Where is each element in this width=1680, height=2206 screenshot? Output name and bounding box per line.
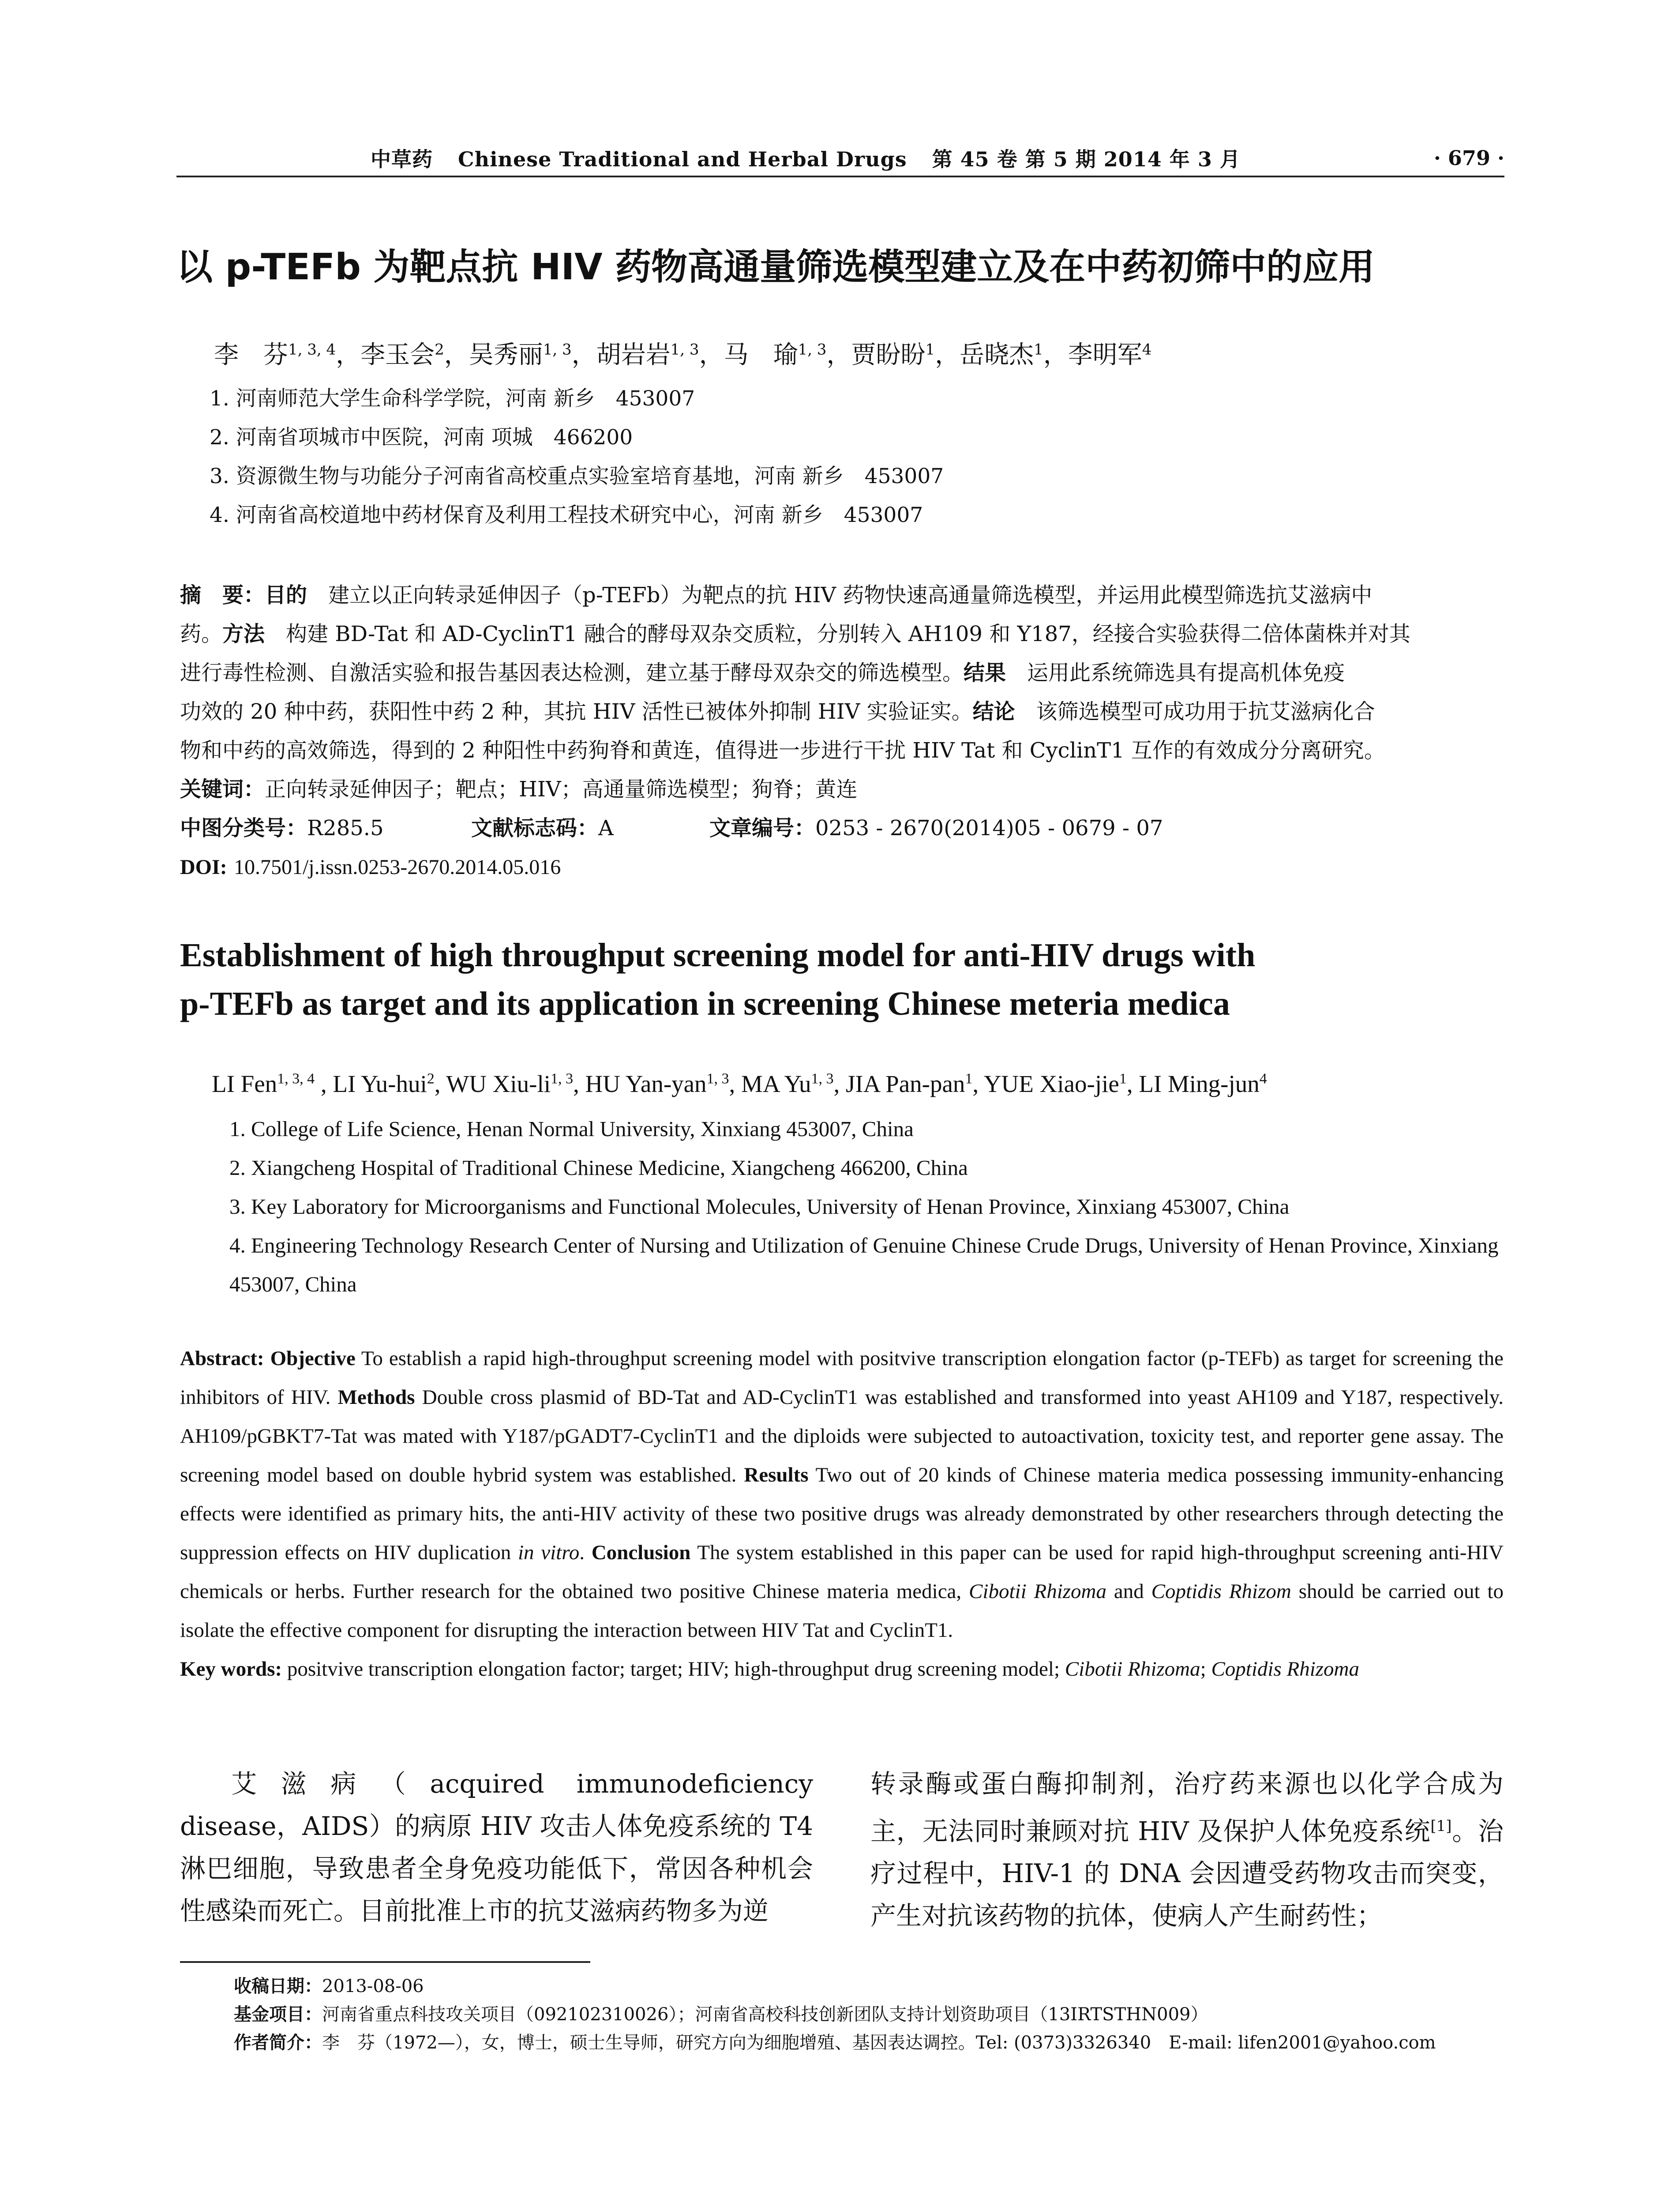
issue-info: 第 45 卷 第 5 期 2014 年 3 月 bbox=[932, 147, 1241, 171]
text-run: ; bbox=[1200, 1658, 1211, 1681]
journal-info bbox=[176, 143, 1241, 173]
title-cn: 以 p-TEFb 为靶点抗 HIV 药物高通量筛选模型建立及在中药初筛中的应用 bbox=[176, 246, 1375, 288]
text-run: Two out of 20 kinds of Chinese materia medica possessing immunity-enhancing effects were identified as primary hits, the anti-HIV activity of these two positive drugs was already demonstrated by other researchers through detecting the suppression effects on HIV duplication bbox=[180, 1463, 1504, 1564]
keywords-en bbox=[180, 1650, 1504, 1688]
author-affiliation-mark: 4 bbox=[1259, 1070, 1267, 1087]
author-name: HU Yan-yan bbox=[585, 1070, 707, 1097]
text-run: 建立以正向转录延伸因子（p-TEFb）为靶点的抗 HIV 药物快速高通量筛选模型，并运用此模型筛选抗艾滋病中 bbox=[307, 583, 1372, 608]
abstract-cn-body bbox=[180, 576, 1504, 770]
footnote bbox=[234, 1972, 1504, 2057]
author-name: LI Ming-jun bbox=[1139, 1070, 1260, 1097]
section-label: 方法 bbox=[222, 622, 265, 646]
author-name: 李玉会 bbox=[360, 341, 435, 369]
author-name: 吴秀丽 bbox=[469, 341, 543, 369]
abstract-en bbox=[180, 1339, 1504, 1688]
journal-name-cn: 中草药 bbox=[371, 147, 433, 171]
affiliation-item: 1. 河南师范大学生命科学学院，河南 新乡 453007 bbox=[210, 386, 695, 411]
author-name: YUE Xiao-jie bbox=[983, 1070, 1119, 1097]
abstract-line bbox=[180, 653, 1504, 692]
affiliation-item: 2. 河南省项城市中医院，河南 项城 466200 bbox=[210, 425, 633, 450]
section-label: Methods bbox=[338, 1386, 415, 1409]
text-run: 进行毒性检测、自激活实验和报告基因表达检测，建立基于酵母双杂交的筛选模型。 bbox=[180, 660, 964, 685]
section-label: Conclusion bbox=[591, 1541, 691, 1564]
affiliation-item: 4. 河南省高校道地中药材保育及利用工程技术研究中心，河南 新乡 453007 bbox=[210, 503, 923, 527]
text-run: 该筛选模型可成功用于抗艾滋病化合 bbox=[1015, 699, 1375, 724]
author-affiliation-mark: 1 bbox=[925, 341, 935, 359]
author-affiliation-mark: 2 bbox=[427, 1070, 435, 1087]
author-name: 马 瑜 bbox=[724, 341, 798, 369]
italic-term: Cibotii Rhizoma bbox=[1065, 1658, 1200, 1681]
classification-row: 中图分类号：R285.5 文献标志码：A 文章编号：0253 - 2670(2014)05 - 0679 - 07 bbox=[180, 816, 1163, 840]
author-affiliation-mark: 1, 3 bbox=[670, 341, 699, 359]
footnote-divider bbox=[180, 1961, 590, 1963]
author-affiliation-mark: 1 bbox=[1034, 341, 1043, 359]
affiliation-item: 3. 资源微生物与功能分子河南省高校重点实验室培育基地，河南 新乡 453007 bbox=[210, 464, 944, 488]
title-en: Establishment of high throughput screening model for anti-HIV drugs with p-TEFb as target and its application in screening Chinese meteria medica bbox=[180, 937, 1256, 1022]
author-name: WU Xiu-li bbox=[446, 1070, 551, 1097]
author-affiliation-mark: 1, 3 bbox=[551, 1070, 574, 1087]
abstract-line bbox=[180, 615, 1504, 653]
text-run: The system established in this paper can be used for rapid high-throughput screening anti-HIV chemicals or herbs. Further research for the obtained two positive Chinese materia medica, bbox=[180, 1541, 1504, 1603]
keywords-label: Key words: bbox=[180, 1658, 282, 1681]
section-label: 结论 bbox=[972, 699, 1015, 724]
author-affiliation-mark: 1, 3 bbox=[798, 341, 827, 359]
author-name: 李 芬 bbox=[214, 341, 288, 369]
doi-row: DOI: 10.7501/j.issn.0253-2670.2014.05.016 bbox=[180, 855, 561, 879]
fund-info: 基金项目：河南省重点科技攻关项目（092102310026）；河南省高校科技创新团队支持计划资助项目（13IRTSTHN009） bbox=[234, 2004, 1208, 2025]
citation-ref[interactable]: [1] bbox=[1430, 1817, 1452, 1835]
author-name: 岳晓杰 bbox=[960, 341, 1034, 369]
text-run: 运用此系统筛选具有提高机体免疫 bbox=[1006, 660, 1345, 685]
author-bio: 作者简介：李 芬（1972—），女，博士，硕士生导师，研究方向为细胞增殖、基因表达调控。Tel: (0373)3326340 E-mail: lifen2001@yahoo.com bbox=[234, 2033, 1436, 2053]
affiliations-cn bbox=[210, 379, 944, 535]
abstract-line bbox=[180, 576, 1504, 615]
author-affiliation-mark: 1, 3 bbox=[706, 1070, 729, 1087]
author-name: LI Yu-hui bbox=[333, 1070, 427, 1097]
text-run: and bbox=[1106, 1580, 1151, 1603]
author-affiliation-mark: 1, 3, 4 bbox=[277, 1070, 315, 1087]
doi-link[interactable]: 10.7501/j.issn.0253-2670.2014.05.016 bbox=[233, 855, 561, 879]
affiliation-item: 1. College of Life Science, Henan Normal University, Xinxiang 453007, China bbox=[229, 1117, 914, 1141]
author-list-cn: 李 芬$^{1, 3, 4}$，李玉会$^2$，吴秀丽$^{1, 3}$，胡岩岩$^{1, 3}$，马 瑜$^{1, 3}$，贾盼盼$^1$，岳晓杰$^1$，李明军$^4$ bbox=[214, 341, 1152, 369]
italic-term: Coptidis Rhizom bbox=[1151, 1580, 1291, 1603]
journal-name-en: Chinese Traditional and Herbal Drugs bbox=[458, 147, 907, 171]
abstract-label: 摘 要： bbox=[180, 583, 265, 608]
running-header bbox=[176, 140, 1504, 177]
section-label: 目的 bbox=[265, 583, 308, 608]
italic-term: in vitro bbox=[518, 1541, 580, 1564]
keywords-cn: 关键词：正向转录延伸因子；靶点；HIV；高通量筛选模型；狗脊；黄连 bbox=[180, 777, 858, 802]
affiliation-item: 4. Engineering Technology Research Center of Nursing and Utilization of Genuine Chinese Crude Drugs, University of Henan Province, Xinxiang 453007, China bbox=[229, 1233, 1499, 1296]
italic-term: Coptidis Rhizoma bbox=[1211, 1658, 1360, 1681]
section-label: Results bbox=[744, 1463, 809, 1486]
italic-term: Cibotii Rhizoma bbox=[969, 1580, 1107, 1603]
body-text bbox=[180, 1763, 1504, 1937]
abstract-line bbox=[180, 731, 1504, 770]
affiliation-item: 2. Xiangcheng Hospital of Traditional Chinese Medicine, Xiangcheng 466200, China bbox=[229, 1156, 968, 1180]
text-run: . bbox=[579, 1541, 592, 1564]
body-paragraph: 转录酶或蛋白酶抑制剂，治疗药来源也以化学合成为主，无法同时兼顾对抗 HIV 及保护人体免疫系统[1]。治疗过程中，HIV-1 的 DNA 会因遭受药物攻击而突变，产生对抗该药物的抗体，使病人产生耐药性； bbox=[870, 1769, 1504, 1931]
author-affiliation-mark: 1, 3 bbox=[811, 1070, 834, 1087]
text-run: 药。 bbox=[180, 622, 223, 646]
text-run: Double cross plasmid of BD-Tat and AD-CyclinT1 was established and transformed into yeast AH109 and Y187, respectively. AH109/pGBKT7-Tat was mated with Y187/pGADT7-CyclinT1 and the diploids were subjected to autoactivation, toxicity test, and reporter gene assay. The screening model based on double hybrid system was established. bbox=[180, 1386, 1504, 1486]
author-affiliation-mark: 2 bbox=[435, 341, 444, 359]
page-number: · 679 · bbox=[1433, 146, 1504, 170]
text-run: 构建 BD-Tat 和 AD-CyclinT1 融合的酵母双杂交质粒，分别转入 AH109 和 Y187，经接合实验获得二倍体菌株并对其 bbox=[265, 622, 1410, 646]
author-name: MA Yu bbox=[741, 1070, 811, 1097]
body-column-right bbox=[870, 1763, 1504, 1937]
author-affiliation-mark: 4 bbox=[1142, 341, 1152, 359]
abstract-cn bbox=[180, 576, 1504, 886]
author-name: LI Fen bbox=[212, 1070, 278, 1097]
author-list-en: LI Fen$^{1, 3, 4}$ , LI Yu-hui$^2$, WU Xiu-li$^{1, 3}$, HU Yan-yan$^{1, 3}$, MA Yu$^{1, 3}$, JIA Pan-pan$^1$, YUE Xiao-jie$^1$, LI Ming-jun$^4$ bbox=[212, 1070, 1267, 1097]
received-date: 收稿日期：2013-08-06 bbox=[234, 1976, 424, 1996]
text-run: 物和中药的高效筛选，得到的 2 种阳性中药狗脊和黄连，值得进一步进行干扰 HIV Tat 和 CyclinT1 互作的有效成分分离研究。 bbox=[180, 738, 1385, 763]
section-label: Abstract: Objective bbox=[180, 1347, 356, 1370]
body-paragraph: 艾滋病（acquired immunodeficiency disease，AIDS）的病原 HIV 攻击人体免疫系统的 T4 淋巴细胞，导致患者全身免疫功能低下，常因各种机会性感染而死亡。目前批准上市的抗艾滋病药物多为逆 bbox=[180, 1769, 813, 1926]
affiliation-item: 3. Key Laboratory for Microorganisms and Functional Molecules, University of Henan Province, Xinxiang 453007, China bbox=[229, 1194, 1290, 1219]
text-run: positvive transcription elongation factor; target; HIV; high-throughput drug screening model; bbox=[282, 1658, 1065, 1681]
abstract-en-body bbox=[180, 1339, 1504, 1650]
author-name: 胡岩岩 bbox=[596, 341, 671, 369]
text-run: should be carried out to isolate the effective component for disrupting the interaction between HIV Tat and CyclinT1. bbox=[180, 1580, 1504, 1642]
author-affiliation-mark: 1 bbox=[965, 1070, 973, 1087]
clc-number: R285.5 bbox=[307, 816, 384, 840]
body-column-left bbox=[180, 1763, 813, 1937]
document-code: A bbox=[598, 816, 614, 840]
section-label: 结果 bbox=[964, 660, 1006, 685]
author-name: 贾盼盼 bbox=[851, 341, 926, 369]
author-affiliation-mark: 1, 3, 4 bbox=[288, 341, 336, 359]
author-name: JIA Pan-pan bbox=[845, 1070, 965, 1097]
text-run: 功效的 20 种中药，获阳性中药 2 种，其抗 HIV 活性已被体外抑制 HIV 实验证实。 bbox=[180, 699, 973, 724]
author-affiliation-mark: 1, 3 bbox=[543, 341, 572, 359]
article-number: 0253 - 2670(2014)05 - 0679 - 07 bbox=[815, 816, 1163, 840]
affiliations-en bbox=[229, 1110, 1504, 1304]
text-run: To establish a rapid high-throughput screening model with positvive transcription elongation factor (p-TEFb) as target for screening the inhibitors of HIV. bbox=[180, 1347, 1504, 1409]
abstract-line bbox=[180, 692, 1504, 731]
author-affiliation-mark: 1 bbox=[1119, 1070, 1127, 1087]
author-name: 李明军 bbox=[1068, 341, 1142, 369]
